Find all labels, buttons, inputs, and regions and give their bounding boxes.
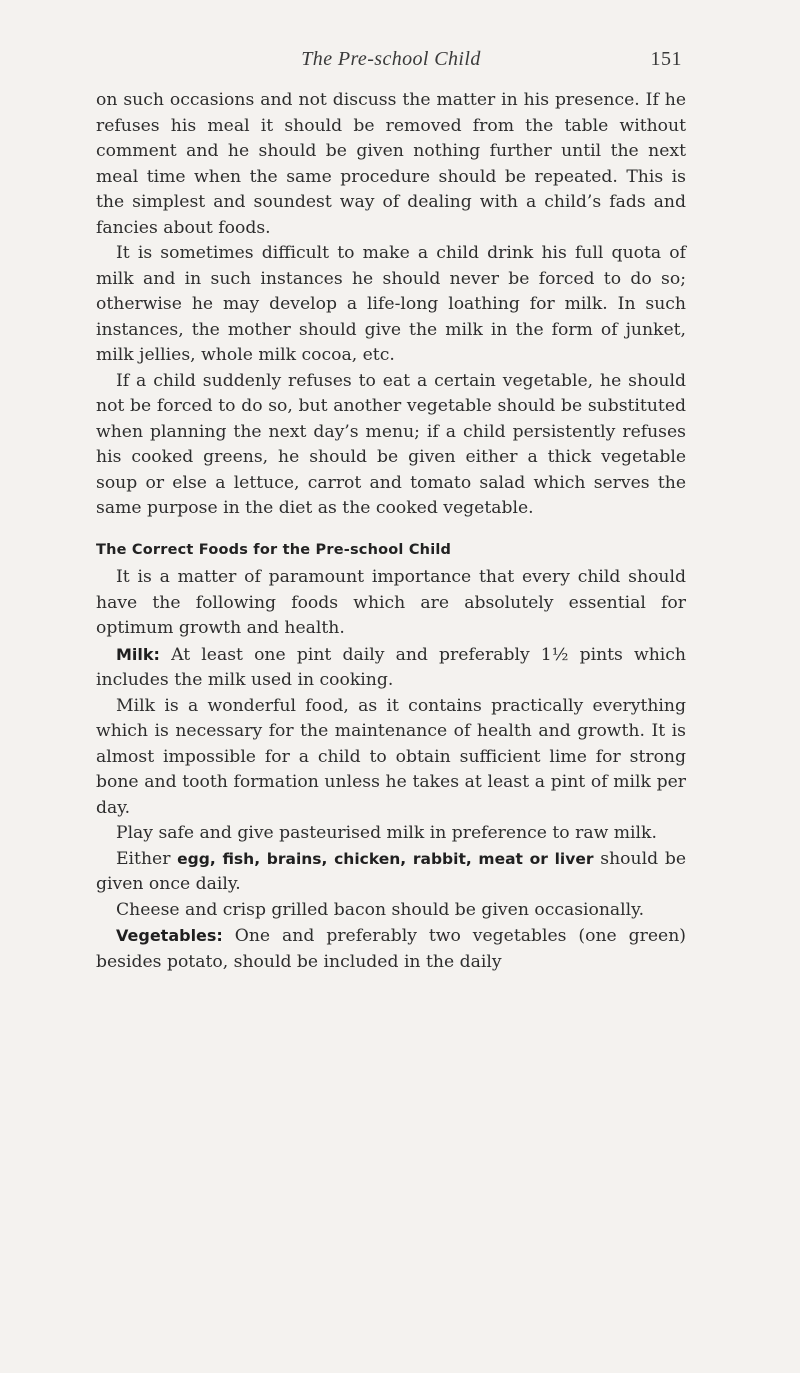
paragraph-pasteurised: Play safe and give pasteurised milk in preference to raw milk. (116, 823, 657, 843)
paragraph-milk-quota: It is sometimes difficult to make a child drink his full quota of milk and in such instances he should never be forced to do so; otherwise he may develop a life-long loathing for milk. In such instances, the mother should give the milk in the form of junket, milk jellies, whole milk cocoa, etc. (96, 243, 686, 365)
vegetables-text: One and preferably two vegetables (one green) besides potato, should be included in the daily (96, 926, 686, 972)
paragraph-intro: It is a matter of paramount importance that every child should have the following foods which are absolutely essential for optimum growth and health. (96, 567, 686, 638)
milk-text: At least one pint daily and preferably 1½ pints which includes the milk used in cooking. (96, 644, 686, 690)
protein-items: egg, fish, brains, chicken, rabbit, meat or liver (177, 849, 594, 868)
paragraph-vegetable-refusal: If a child suddenly refuses to eat a certain vegetable, he should not be forced to do so, but another vegetable should be substituted when planning the next day’s menu; if a child persistently refuses his cooked greens, he should be given either a thick vegetable soup or else a lettuce, carrot and tomato salad which serves the same purpose in the diet as the cooked vegetable. (96, 370, 686, 518)
running-title: The Pre-school Child (301, 48, 481, 70)
milk-label: Milk: (116, 644, 160, 664)
paragraph-milk-detail: Milk is a wonderful food, as it contains practically everything which is necessary for the maintenance of health and growth. It is almost impossible for a child to obtain sufficient lime for strong bone and tooth formation unless he takes at least a pint of milk per day. (96, 695, 686, 818)
page-number: 151 (650, 48, 682, 70)
body-text (96, 88, 686, 975)
paragraph-protein (96, 847, 686, 898)
paragraph-vegetables (96, 923, 686, 975)
section-heading: The Correct Foods for the Pre-school Child (96, 541, 452, 558)
protein-prefix: Either (116, 848, 178, 869)
paragraph-cheese: Cheese and crisp grilled bacon should be given occasionally. (116, 899, 645, 920)
running-head (95, 48, 687, 88)
paragraph-milk (96, 642, 686, 694)
vegetables-label: Vegetables: (116, 926, 223, 945)
paragraph-continuation: on such occasions and not discuss the matter in his presence. If he refuses his meal it should be removed from the table without comment and he should be given nothing further until the next meal time when the same procedure should be repeated. This is the simplest and soundest way of dealing with a child’s fads and fancies about foods. (96, 90, 686, 238)
protein-suffix: should be given once daily. (96, 848, 686, 894)
